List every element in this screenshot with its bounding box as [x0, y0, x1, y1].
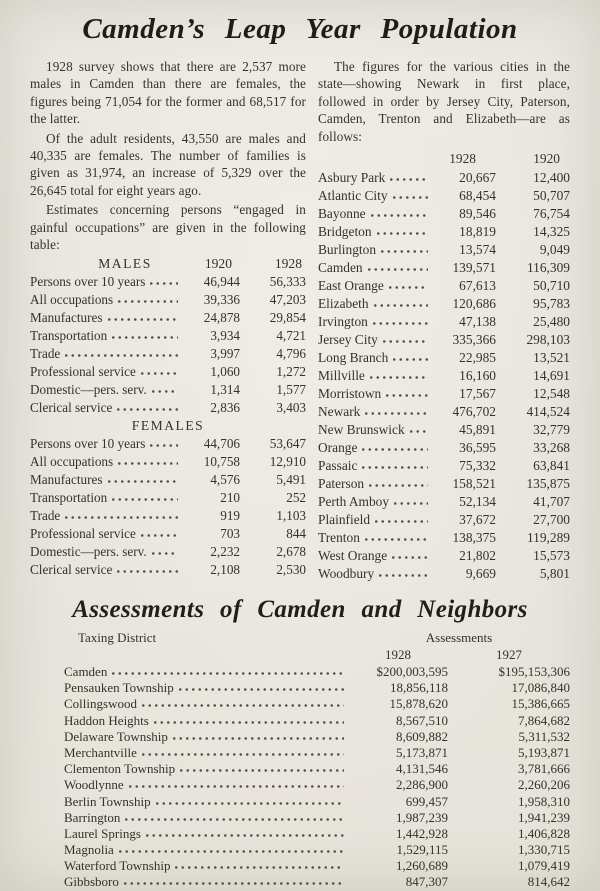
table-row [30, 328, 306, 346]
value-1920: 44,706 [203, 436, 240, 452]
dot-leader [115, 562, 178, 574]
table-row [318, 350, 570, 368]
left-column [30, 58, 306, 580]
row-label: All occupations [30, 292, 114, 308]
value-1920: 9,049 [539, 242, 570, 258]
value-1920: 414,524 [526, 404, 570, 420]
city-name: Plainfield [318, 512, 371, 528]
value-1920: 135,875 [526, 476, 570, 492]
value-1927: 7,864,682 [518, 712, 570, 728]
dot-leader [110, 328, 178, 340]
dot-leader [117, 842, 344, 854]
value-1920: 50,707 [533, 188, 570, 204]
table-row [30, 364, 306, 382]
district-name: Clementon Township [64, 761, 176, 777]
row-label: Clerical service [30, 562, 113, 578]
city-name: Burlington [318, 242, 377, 258]
dot-leader [148, 436, 178, 448]
table-row [318, 404, 570, 422]
value-1920: 25,480 [533, 314, 570, 330]
table-row [318, 440, 570, 458]
city-name: Camden [318, 260, 363, 276]
city-name: New Brunswick [318, 422, 405, 438]
males-rows [30, 274, 306, 418]
value-1920: 2,836 [210, 400, 240, 416]
table-row [30, 346, 306, 364]
district-name: Magnolia [64, 842, 114, 858]
value-1920: 32,779 [533, 422, 570, 438]
value-1920: 1,314 [210, 382, 240, 398]
value-1928: 2,530 [276, 562, 306, 578]
district-name: Barrington [64, 809, 121, 825]
dot-leader [116, 454, 178, 466]
dot-leader [178, 761, 344, 773]
table-row [30, 713, 570, 729]
value-1920: 1,060 [210, 364, 240, 380]
males-section-label: MALES [98, 256, 152, 272]
value-1928: 8,609,882 [396, 728, 448, 744]
table-row [30, 454, 306, 472]
value-1927: 1,330,715 [518, 842, 570, 858]
table-row [30, 526, 306, 544]
value-1928: 20,667 [459, 170, 496, 186]
dot-leader [369, 206, 428, 218]
value-1928: 5,173,871 [396, 744, 448, 760]
dot-leader [360, 458, 428, 470]
table-row [30, 794, 570, 810]
table-row [30, 400, 306, 418]
dot-leader [384, 386, 428, 398]
value-1927: $195,153,306 [498, 664, 570, 680]
dot-leader [140, 696, 344, 708]
row-label: Professional service [30, 364, 136, 380]
value-1920: 2,108 [210, 562, 240, 578]
row-label: Persons over 10 years [30, 436, 146, 452]
table-row [30, 436, 306, 454]
value-1927: 1,941,239 [518, 809, 570, 825]
value-1920: 39,336 [203, 292, 240, 308]
value-1928: 1,577 [276, 382, 306, 398]
paragraph-adult-residents: Of the adult residents, 43,550 are males and 40,335 are females. The number of families is given as 31,974, an increase of 5,329 over the 26,645 total for eight years ago. [30, 130, 306, 198]
table-row [318, 332, 570, 350]
dot-leader [375, 224, 428, 236]
value-1927: 5,311,532 [518, 728, 570, 744]
dot-leader [106, 472, 179, 484]
two-column-body [30, 58, 570, 584]
dot-leader [110, 664, 344, 676]
value-1928: 138,375 [452, 530, 496, 546]
value-1928: 139,571 [452, 260, 496, 276]
value-1927: 1,406,828 [518, 825, 570, 841]
value-1920: 33,268 [533, 440, 570, 456]
value-1928: 3,403 [276, 400, 306, 416]
value-1928: 1,103 [276, 508, 306, 524]
value-1928: 75,332 [459, 458, 496, 474]
value-1928: 252 [286, 490, 306, 506]
city-name: Bridgeton [318, 224, 372, 240]
value-1927: 1,958,310 [518, 793, 570, 809]
table-row [318, 512, 570, 530]
dot-leader [106, 310, 179, 322]
city-name: Woodbury [318, 566, 375, 582]
value-1928: 47,138 [459, 314, 496, 330]
value-1920: 4,576 [210, 472, 240, 488]
dot-leader [154, 794, 344, 806]
city-name: East Orange [318, 278, 384, 294]
table-row [318, 368, 570, 386]
value-1920: 12,548 [533, 386, 570, 402]
value-1927: 814,642 [527, 874, 570, 890]
dot-leader [373, 512, 428, 524]
dot-leader [381, 332, 428, 344]
value-1920: 76,754 [533, 206, 570, 222]
value-1928: 53,647 [269, 436, 306, 452]
row-label: Professional service [30, 526, 136, 542]
district-name: Merchantville [64, 744, 137, 760]
row-label: Clerical service [30, 400, 113, 416]
district-name: Pensauken Township [64, 680, 174, 696]
value-1920: 95,783 [533, 296, 570, 312]
paragraph-cities-intro: The figures for the various cities in the state—showing Newark in first place, followed in order by Jersey City, Paterson, Camden, Trenton and Elizabeth—are as follows: [318, 59, 570, 144]
dot-leader [177, 680, 344, 692]
city-name: Elizabeth [318, 296, 369, 312]
table-row [30, 858, 570, 874]
value-1920: 2,232 [210, 544, 240, 560]
value-1928: 335,366 [452, 332, 496, 348]
dot-leader [367, 476, 428, 488]
females-section-label: FEMALES [131, 418, 205, 434]
table-row [30, 472, 306, 490]
value-1928: 158,521 [452, 476, 496, 492]
dot-leader [110, 490, 178, 502]
city-name: Atlantic City [318, 188, 388, 204]
district-name: Laurel Springs [64, 825, 141, 841]
value-1928: 22,985 [459, 350, 496, 366]
table-row [318, 206, 570, 224]
value-1928: 47,203 [269, 292, 306, 308]
row-label: Transportation [30, 328, 108, 344]
value-1920: 27,700 [533, 512, 570, 528]
dot-leader [150, 544, 178, 556]
value-1920: 919 [220, 508, 240, 524]
table-row [318, 548, 570, 566]
value-1928: 16,160 [459, 368, 496, 384]
value-1928: 5,491 [276, 472, 306, 488]
dot-leader [144, 826, 344, 838]
dot-leader [139, 364, 178, 376]
assessments-header-row1 [30, 630, 570, 647]
value-1920: 13,521 [533, 350, 570, 366]
table-row [318, 422, 570, 440]
table-row [318, 188, 570, 206]
value-1928: 847,307 [405, 874, 448, 890]
value-1928: 4,796 [276, 346, 306, 362]
city-name: Paterson [318, 476, 365, 492]
dot-leader [391, 350, 428, 362]
city-name: Long Branch [318, 350, 389, 366]
paragraph-estimates: Estimates concerning persons “engaged in gainful occupations” are given in the following table: [30, 202, 306, 253]
city-name: Passaic [318, 458, 358, 474]
district-name: Haddon Heights [64, 712, 149, 728]
dot-leader [63, 346, 178, 358]
dot-leader [115, 400, 178, 412]
value-1920: 703 [220, 526, 240, 542]
value-1928: 9,669 [465, 566, 496, 582]
city-population-table [318, 151, 570, 584]
value-1928: 36,595 [459, 440, 496, 456]
value-1920: 50,710 [533, 278, 570, 294]
value-1928: 68,454 [459, 188, 496, 204]
column-header-1927: 1927 [496, 647, 522, 663]
dot-leader [150, 382, 178, 394]
dot-leader [408, 422, 428, 434]
dot-leader [388, 170, 428, 182]
table-row [30, 745, 570, 761]
table-row [318, 476, 570, 494]
district-name: Waterford Township [64, 858, 171, 874]
value-1920: 12,400 [533, 170, 570, 186]
value-1928: 844 [286, 526, 306, 542]
value-1920: 14,691 [533, 368, 570, 384]
value-1928: 1,442,928 [396, 825, 448, 841]
city-name: Irvington [318, 314, 368, 330]
dot-leader [390, 548, 428, 560]
row-label: Manufactures [30, 310, 103, 326]
assessments-rows [30, 664, 570, 891]
value-1928: 21,802 [459, 548, 496, 564]
table-row [30, 310, 306, 328]
district-name: Camden [64, 664, 108, 680]
assessments-heading: Assessments of Camden and Neighbors [72, 596, 528, 624]
value-1928: 8,567,510 [396, 712, 448, 728]
occupations-table-header [30, 256, 306, 274]
dot-leader [173, 858, 344, 870]
table-row [318, 314, 570, 332]
table-row [318, 566, 570, 584]
table-row [30, 544, 306, 562]
dot-leader [122, 874, 344, 886]
district-name: Woodlynne [64, 777, 124, 793]
city-name: West Orange [318, 548, 388, 564]
value-1920: 298,103 [526, 332, 570, 348]
value-1920: 3,934 [210, 328, 240, 344]
table-row [318, 224, 570, 242]
paragraph-survey: 1928 survey shows that there are 2,537 more males in Camden than there are females, the figures being 71,054 for the former and 68,517 for the latter. [30, 59, 306, 127]
row-label: Manufactures [30, 472, 103, 488]
table-row [30, 810, 570, 826]
value-1920: 24,878 [203, 310, 240, 326]
value-1927: 15,386,665 [511, 696, 570, 712]
dot-leader [387, 278, 428, 290]
value-1920: 41,707 [533, 494, 570, 510]
row-label: Trade [30, 346, 61, 362]
assessments-header-row2 [30, 647, 570, 664]
table-row [30, 842, 570, 858]
district-name: Gibbsboro [64, 874, 119, 890]
row-label: Domestic—pers. serv. [30, 544, 147, 560]
table-row [30, 729, 570, 745]
dot-leader [363, 404, 428, 416]
value-1928: 17,567 [459, 386, 496, 402]
value-1928: 52,134 [459, 494, 496, 510]
occupations-table [30, 256, 306, 580]
value-1920: 3,997 [210, 346, 240, 362]
row-label: All occupations [30, 454, 114, 470]
value-1928: 18,856,118 [389, 680, 448, 696]
dot-leader [152, 713, 344, 725]
city-name: Morristown [318, 386, 382, 402]
value-1920: 119,289 [526, 530, 570, 546]
value-1928: $200,003,595 [376, 664, 448, 680]
value-1928: 4,721 [276, 328, 306, 344]
value-1920: 116,309 [526, 260, 570, 276]
row-label: Trade [30, 508, 61, 524]
table-row [30, 562, 306, 580]
column-header-1928: 1928 [385, 647, 411, 663]
dot-leader [139, 526, 178, 538]
value-1920: 46,944 [203, 274, 240, 290]
table-row [318, 260, 570, 278]
row-label: Transportation [30, 490, 108, 506]
city-name: Perth Amboy [318, 494, 390, 510]
city-name: Millville [318, 368, 365, 384]
value-1928: 18,819 [459, 224, 496, 240]
table-row [30, 664, 570, 680]
value-1928: 13,574 [459, 242, 496, 258]
city-table-header [318, 151, 570, 170]
row-label: Persons over 10 years [30, 274, 146, 290]
table-row [318, 278, 570, 296]
column-group-header-assessments: Assessments [425, 630, 493, 646]
city-rows [318, 170, 570, 584]
table-row [318, 242, 570, 260]
value-1927: 2,260,206 [518, 777, 570, 793]
dot-leader [379, 242, 428, 254]
column-header-1920: 1920 [533, 151, 560, 167]
table-row [30, 382, 306, 400]
district-name: Collingswood [64, 696, 137, 712]
value-1928: 12,910 [269, 454, 306, 470]
dot-leader [366, 260, 428, 272]
value-1920: 15,573 [533, 548, 570, 564]
column-header-1928: 1928 [274, 256, 302, 272]
dot-leader [116, 292, 178, 304]
value-1928: 89,546 [459, 206, 496, 222]
table-row [318, 296, 570, 314]
value-1928: 67,613 [459, 278, 496, 294]
city-name: Jersey City [318, 332, 378, 348]
value-1928: 1,272 [276, 364, 306, 380]
table-row [30, 508, 306, 526]
value-1928: 476,702 [452, 404, 496, 420]
dot-leader [171, 729, 344, 741]
value-1927: 1,079,419 [518, 858, 570, 874]
value-1928: 1,260,689 [396, 858, 448, 874]
value-1928: 4,131,546 [396, 761, 448, 777]
dot-leader [123, 810, 344, 822]
city-name: Orange [318, 440, 358, 456]
dot-leader [371, 314, 428, 326]
dot-leader [372, 296, 428, 308]
dot-leader [392, 494, 428, 506]
table-row [318, 494, 570, 512]
city-name: Newark [318, 404, 361, 420]
city-name: Trenton [318, 530, 360, 546]
table-row [318, 458, 570, 476]
dot-leader [391, 188, 428, 200]
city-name: Bayonne [318, 206, 366, 222]
table-row [30, 777, 570, 793]
table-row [30, 761, 570, 777]
assessments-table [30, 630, 570, 891]
table-row [30, 490, 306, 508]
value-1920: 210 [220, 490, 240, 506]
dot-leader [140, 745, 344, 757]
table-row [30, 274, 306, 292]
column-header-1920: 1920 [204, 256, 232, 272]
value-1920: 10,758 [203, 454, 240, 470]
value-1928: 29,854 [269, 310, 306, 326]
table-row [318, 170, 570, 188]
row-label: Domestic—pers. serv. [30, 382, 147, 398]
dot-leader [360, 440, 428, 452]
right-column [318, 58, 570, 584]
value-1928: 15,878,620 [389, 696, 448, 712]
value-1920: 63,841 [533, 458, 570, 474]
value-1928: 120,686 [452, 296, 496, 312]
table-row [30, 696, 570, 712]
value-1928: 2,286,900 [396, 777, 448, 793]
value-1928: 37,672 [459, 512, 496, 528]
value-1928: 2,678 [276, 544, 306, 560]
table-row [318, 530, 570, 548]
dot-leader [127, 777, 344, 789]
table-row [30, 680, 570, 696]
value-1928: 1,987,239 [396, 809, 448, 825]
table-row [30, 826, 570, 842]
table-row [318, 386, 570, 404]
value-1927: 5,193,871 [518, 744, 570, 760]
page-title: Camden’s Leap Year Population [82, 13, 518, 45]
value-1928: 56,333 [269, 274, 306, 290]
city-name: Asbury Park [318, 170, 386, 186]
value-1927: 17,086,840 [511, 680, 570, 696]
value-1928: 1,529,115 [396, 842, 448, 858]
value-1920: 14,325 [533, 224, 570, 240]
value-1928: 45,891 [459, 422, 496, 438]
dot-leader [63, 508, 178, 520]
table-row [30, 874, 570, 890]
value-1927: 3,781,666 [518, 761, 570, 777]
females-rows [30, 436, 306, 580]
dot-leader [148, 274, 178, 286]
dot-leader [368, 368, 428, 380]
dot-leader [363, 530, 428, 542]
dot-leader [377, 566, 428, 578]
district-name: Berlin Township [64, 793, 151, 809]
value-1920: 5,801 [539, 566, 570, 582]
column-header-taxing-district: Taxing District [78, 630, 157, 646]
value-1928: 699,457 [405, 793, 448, 809]
district-name: Delaware Township [64, 728, 168, 744]
table-row [30, 292, 306, 310]
column-header-1928: 1928 [449, 151, 476, 167]
